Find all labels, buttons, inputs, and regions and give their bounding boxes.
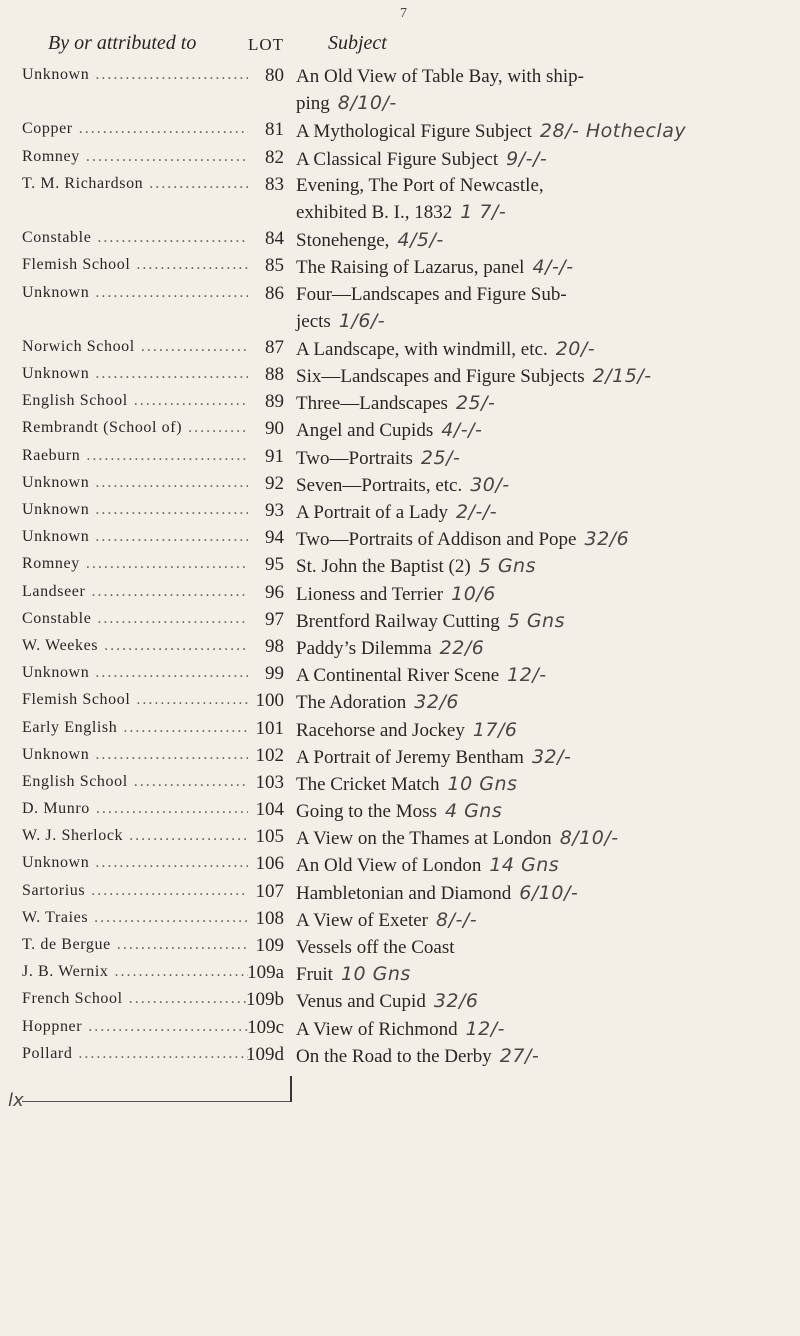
handwritten-price: 20/- (555, 337, 596, 360)
lot-subject-line (296, 608, 565, 635)
handwritten-price: 27/- (499, 1044, 540, 1067)
lot-number: 108 (255, 907, 284, 929)
lot-row (0, 415, 800, 442)
lot-artist: Romney ..... (22, 555, 248, 573)
lot-number: 86 (265, 282, 284, 304)
lot-subject: The Raising of Lazarus, panel (296, 257, 525, 279)
lot-subject-line (296, 254, 574, 281)
lot-number: 82 (265, 146, 284, 168)
lot-number: 81 (265, 119, 284, 141)
lot-subject-line (296, 635, 484, 662)
lot-103-bracket (290, 1076, 292, 1102)
lot-number: 103 (255, 771, 284, 793)
handwritten-price: 32/6 (433, 990, 479, 1013)
lot-subject-line (296, 227, 444, 254)
lot-number: 83 (265, 173, 284, 195)
lot-subject: A View of Exeter (296, 909, 428, 931)
lot-row (0, 280, 800, 334)
handwritten-price: 25/- (455, 392, 496, 415)
handwritten-price: 4/-/- (532, 256, 574, 279)
lot-subject: A Classical Figure Subject (296, 148, 499, 170)
lot-number: 84 (265, 228, 284, 250)
lot-artist: J. B. Wernix ..... (22, 963, 248, 981)
lot-subject-line (296, 581, 496, 608)
lot-row (0, 579, 800, 606)
lot-number: 109a (247, 962, 284, 984)
lot-subject: A View of Richmond (296, 1018, 458, 1040)
handwritten-price: 5 Gns (478, 555, 536, 578)
handwritten-price: 30/- (470, 473, 510, 496)
lot-subject-line (296, 336, 595, 363)
lot-number: 89 (265, 391, 284, 413)
lot-subject: St. John the Baptist (2) (296, 556, 471, 578)
lot-artist: Flemish School ..... (22, 256, 248, 274)
lot-row (0, 742, 800, 769)
lot-subject-line (296, 499, 497, 526)
lot-subject-line (296, 445, 460, 472)
lot-artist: W. Weekes ..... (22, 637, 248, 655)
lot-number: 99 (265, 663, 284, 685)
lot-artist: Constable ..... (22, 229, 248, 247)
lot-artist: T. de Bergue ..... (22, 936, 248, 954)
lot-artist: Flemish School ..... (22, 691, 248, 709)
lot-row (0, 116, 800, 143)
handwritten-price: 12/- (465, 1017, 506, 1040)
lot-artist: Constable ..... (22, 610, 248, 628)
lot-number: 109 (255, 935, 284, 957)
lot-row (0, 551, 800, 578)
lot-row (0, 715, 800, 742)
lot-subject-line (296, 907, 477, 934)
lot-subject-line (296, 363, 652, 390)
lot-subject-line (296, 880, 578, 907)
lot-row (0, 905, 800, 932)
lot-subject-line (296, 146, 547, 173)
handwritten-price: 8/10/- (559, 827, 619, 850)
lot-artist: Unknown ..... (22, 501, 248, 519)
handwritten-price: 5 Gns (507, 609, 565, 632)
lot-subject-line (296, 472, 510, 499)
lot-row (0, 878, 800, 905)
lot-number: 105 (255, 826, 284, 848)
lot-number: 98 (265, 635, 284, 657)
lot-subject: A Continental River Scene (296, 665, 500, 687)
lot-row (0, 171, 800, 225)
lot-row (0, 62, 800, 116)
lot-subject-line (296, 417, 482, 444)
lot-subject: Venus and Cupid (296, 991, 426, 1013)
lot-artist: Unknown ..... (22, 854, 248, 872)
lot-number: 100 (255, 690, 284, 712)
lot-row (0, 633, 800, 660)
lot-number: 109d (246, 1043, 284, 1065)
lot-subject: Racehorse and Jockey (296, 719, 465, 741)
lot-row (0, 225, 800, 252)
lot-row (0, 769, 800, 796)
handwritten-price: 4/5/- (397, 229, 444, 252)
lot-artist: Raeburn ..... (22, 447, 248, 465)
handwritten-price: 10/6 (451, 582, 496, 605)
lot-artist: Sartorius ..... (22, 882, 248, 900)
lot-artist: Unknown ..... (22, 66, 248, 84)
lot-number: 109c (247, 1016, 284, 1038)
lot-subject: A Mythological Figure Subject (296, 121, 532, 143)
lot-number: 91 (265, 445, 284, 467)
margin-mark: lx (8, 1090, 24, 1111)
handwritten-price: 32/6 (584, 528, 630, 551)
lot-list (0, 62, 800, 1068)
lot-row (0, 660, 800, 687)
lot-artist: Unknown ..... (22, 664, 248, 682)
lot-artist: English School ..... (22, 773, 248, 791)
lot-subject: Three—Landscapes (296, 393, 448, 415)
lot-subject: Going to the Moss (296, 801, 437, 823)
lot-number: 88 (265, 364, 284, 386)
lot-subject: Brentford Railway Cutting (296, 610, 500, 632)
lot-number: 109b (246, 989, 284, 1011)
page-number: 7 (400, 6, 407, 21)
lot-number: 96 (265, 581, 284, 603)
handwritten-price: 32/- (531, 745, 572, 768)
lot-subject: Lioness and Terrier (296, 583, 444, 605)
lot-artist: Rembrandt (School of) ..... (22, 419, 248, 437)
lot-subject: Four—Landscapes and Figure Sub- jects (296, 283, 567, 332)
lot-subject-line (296, 662, 547, 689)
handwritten-price: 8/10/- (337, 92, 397, 114)
lot-subject-line (296, 1016, 505, 1043)
lot-number: 106 (255, 853, 284, 875)
artist-column-header: By or attributed to (48, 32, 197, 54)
lot-row (0, 606, 800, 633)
lot-number: 80 (265, 65, 284, 86)
lot-artist: Romney ..... (22, 148, 248, 166)
lot-number: 107 (255, 880, 284, 902)
lot-row (0, 524, 800, 551)
lot-subject-line (296, 64, 584, 117)
lot-row (0, 470, 800, 497)
lot-subject: Hambletonian and Diamond (296, 882, 512, 904)
lot-subject: A Portrait of a Lady (296, 502, 448, 524)
lot-number: 94 (265, 527, 284, 549)
handwritten-price: 2/-/- (455, 501, 498, 524)
lot-subject: The Cricket Match (296, 773, 440, 795)
lot-number: 93 (265, 500, 284, 522)
lot-number: 85 (265, 255, 284, 277)
handwritten-price: 8/-/- (436, 908, 478, 931)
lot-row (0, 497, 800, 524)
lot-subject-line (296, 961, 411, 988)
lot-artist: D. Munro ..... (22, 800, 248, 818)
lot-row (0, 334, 800, 361)
lot-artist: Norwich School ..... (22, 338, 248, 356)
lot-subject-line (296, 553, 536, 580)
lot-subject-line (296, 717, 518, 744)
lot-subject: Evening, The Port of Newcastle, exhibited B. I., 1832 (296, 174, 544, 223)
lot-column-header: LOT (248, 35, 285, 54)
lot-artist: Unknown ..... (22, 528, 248, 546)
handwritten-price: 9/-/- (506, 147, 548, 170)
lot-subject: The Adoration (296, 692, 407, 714)
lot-number: 104 (255, 799, 284, 821)
lot-row (0, 986, 800, 1013)
handwritten-price: 32/6 (414, 691, 459, 714)
lot-row (0, 687, 800, 714)
lot-subject-line (296, 282, 567, 335)
lot-artist: English School ..... (22, 392, 248, 410)
handwritten-price: 4/-/- (441, 419, 483, 442)
lot-number: 95 (265, 554, 284, 576)
lot-subject-line (296, 825, 619, 852)
lot-subject-line (296, 526, 629, 553)
lot-subject: Angel and Cupids (296, 420, 434, 442)
lot-subject: Six—Landscapes and Figure Subjects (296, 366, 585, 388)
lot-artist: W. J. Sherlock ..... (22, 827, 248, 845)
lot-artist: T. M. Richardson ..... (22, 175, 248, 193)
lot-artist: Unknown ..... (22, 474, 248, 492)
lot-row (0, 1041, 800, 1068)
lot-subject-line (296, 173, 544, 226)
lot-subject: On the Road to the Derby (296, 1045, 492, 1067)
lot-row (0, 443, 800, 470)
lot-number: 101 (255, 717, 284, 739)
handwritten-price: 17/6 (472, 718, 518, 741)
lot-artist: Unknown ..... (22, 746, 248, 764)
lot-number: 97 (265, 608, 284, 630)
lot-row (0, 252, 800, 279)
lot-number: 90 (265, 418, 284, 440)
lot-row (0, 796, 800, 823)
lot-subject-line (296, 689, 459, 716)
handwritten-price: 22/6 (439, 636, 485, 659)
lot-subject: A View on the Thames at London (296, 828, 552, 850)
lot-subject: Two—Portraits (296, 447, 413, 469)
lot-subject: Paddy’s Dilemma (296, 637, 432, 659)
handwritten-price: 6/10/- (519, 881, 579, 904)
lot-subject-line (296, 118, 686, 145)
lot-subject: A Portrait of Jeremy Bentham (296, 746, 524, 768)
handwritten-price: 28/- Hotheclay (539, 120, 687, 143)
lot-subject: Stonehenge, (296, 230, 390, 252)
lot-subject: Vessels off the Coast (296, 937, 455, 959)
lot-subject-line (296, 744, 571, 771)
handwritten-price: 10 Gns (447, 772, 518, 795)
lot-number: 102 (255, 744, 284, 766)
lot-subject-line (296, 771, 517, 798)
lot-row (0, 850, 800, 877)
lot-subject: An Old View of Table Bay, with ship- ping (296, 66, 584, 114)
lot-artist: Unknown ..... (22, 284, 248, 302)
handwritten-price: 2/15/- (592, 365, 652, 388)
handwritten-price: 1 7/- (460, 200, 507, 223)
english-school-rule (22, 1101, 292, 1102)
lot-subject: Fruit (296, 964, 333, 986)
lot-artist: Pollard ..... (22, 1045, 248, 1063)
lot-row (0, 144, 800, 171)
lot-artist: French School ..... (22, 990, 248, 1008)
lot-subject-line (296, 934, 463, 961)
lot-subject-line (296, 852, 559, 879)
lot-number: 92 (265, 472, 284, 494)
lot-artist: Copper ..... (22, 120, 248, 138)
lot-artist: W. Traies ..... (22, 909, 248, 927)
lot-row (0, 959, 800, 986)
lot-subject: An Old View of London (296, 855, 482, 877)
lot-row (0, 388, 800, 415)
handwritten-price: 12/- (507, 664, 547, 687)
handwritten-price: 14 Gns (489, 854, 560, 877)
handwritten-price: 4 Gns (444, 800, 503, 823)
lot-row (0, 823, 800, 850)
lot-row (0, 361, 800, 388)
handwritten-price: 25/- (420, 446, 461, 469)
subject-column-header: Subject (328, 32, 387, 54)
lot-number: 87 (265, 336, 284, 358)
lot-subject-line (296, 988, 479, 1015)
lot-subject: Two—Portraits of Addison and Pope (296, 529, 577, 551)
lot-row (0, 1014, 800, 1041)
lot-artist: Unknown ..... (22, 365, 248, 383)
lot-subject-line (296, 1043, 539, 1070)
lot-subject-line (296, 390, 495, 417)
lot-subject: A Landscape, with windmill, etc. (296, 338, 548, 360)
lot-row (0, 932, 800, 959)
lot-artist: Early English ..... (22, 719, 248, 737)
lot-subject: Seven—Portraits, etc. (296, 474, 463, 496)
lot-artist: Hoppner ..... (22, 1018, 248, 1036)
lot-artist: Landseer ..... (22, 583, 248, 601)
handwritten-price: 1/6/- (338, 309, 386, 332)
handwritten-price: 10 Gns (340, 963, 411, 986)
lot-subject-line (296, 798, 502, 825)
